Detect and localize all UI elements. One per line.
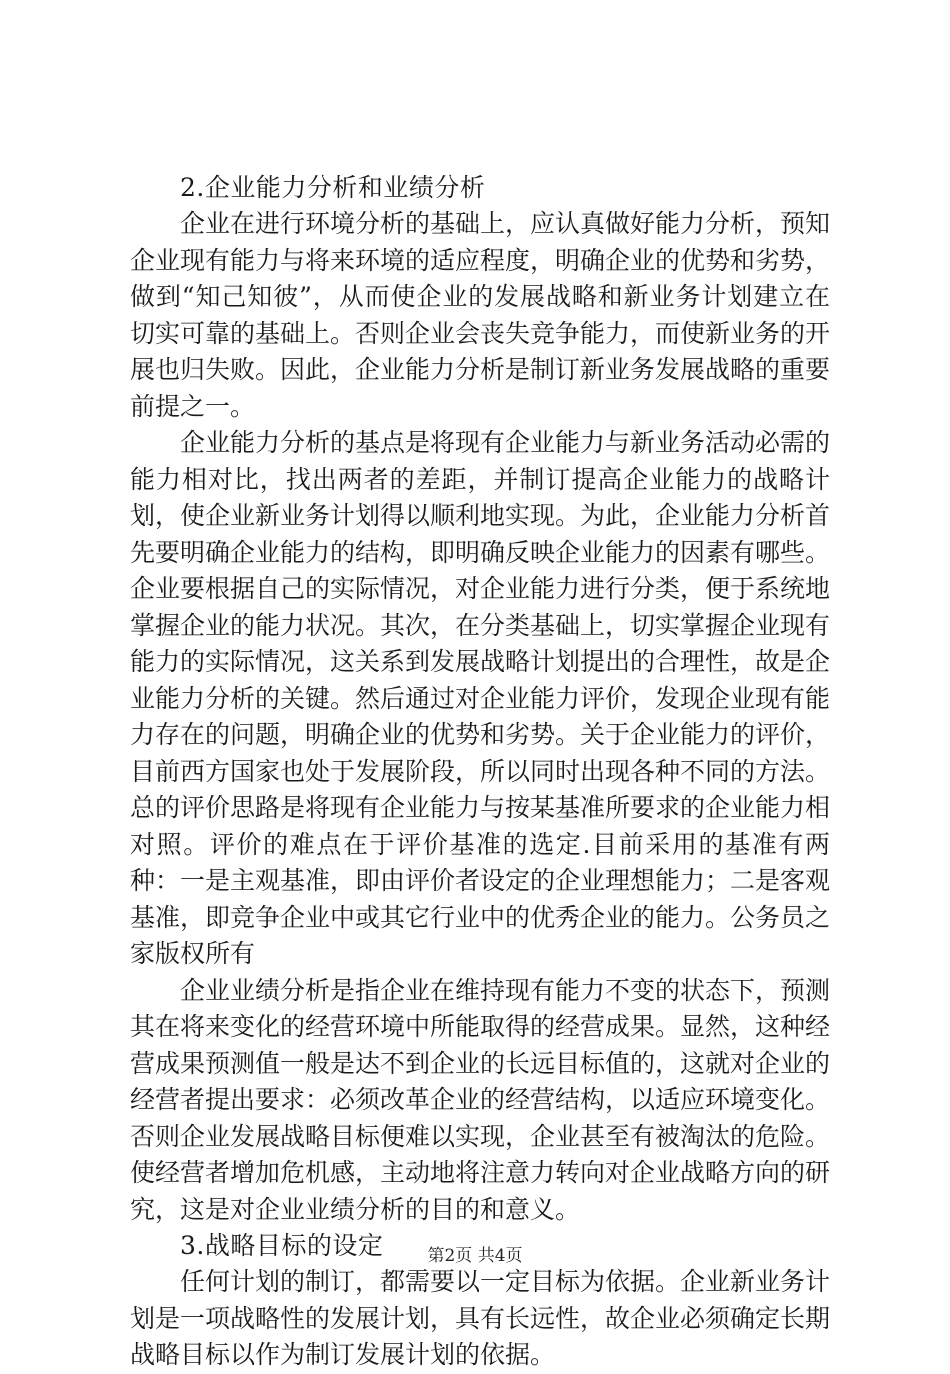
section-2-paragraph-3: 企业业绩分析是指企业在维持现有能力不变的状态下，预测其在将来变化的经营环境中所能取得的经营成果。显然，这种经营成果预测值一般是达不到企业的长远目标值的，这就对企业的经营者提出要求：必须改革企业的经营结构，以适应环境变化。否则企业发展战略目标便难以实现，企业甚至有被淘汰的危险。使经营者增加危机感，主动地将注意力转向对企业战略方向的研究，这是对企业业绩分析的目的和意义。 [130, 975, 831, 1224]
section-3-heading: 3.战略目标的设定 [180, 1231, 384, 1260]
document-body [130, 170, 830, 1374]
section-3-paragraph-1: 任何计划的制订，都需要以一定目标为依据。企业新业务计划是一项战略性的发展计划，具有长远性，故企业必须确定长期战略目标以作为制订发展计划的依据。 [130, 1267, 831, 1369]
section-2-paragraph-2: 企业能力分析的基点是将现有企业能力与新业务活动必需的能力相对比，找出两者的差距，并制订提高企业能力的战略计划，使企业新业务计划得以顺利地实现。为此，企业能力分析首先要明确企业能力的结构，即明确反映企业能力的因素有哪些。企业要根据自己的实际情况，对企业能力进行分类，便于系统地掌握企业的能力状况。其次，在分类基础上，切实掌握企业现有能力的实际情况，这关系到发展战略计划提出的合理性，故是企业能力分析的关键。然后通过对企业能力评价，发现企业现有能力存在的问题，明确企业的优势和劣势。关于企业能力的评价，目前西方国家也处于发展阶段，所以同时出现各种不同的方法。总的评价思路是将现有企业能力与按某基准所要求的企业能力相对照。评价的难点在于评价基准的选定.目前采用的基准有两种：一是主观基准，即由评价者设定的企业理想能力；二是客观基准，即竞争企业中或其它行业中的优秀企业的能力。公务员之家版权所有 [130, 428, 831, 968]
section-2-heading: 2.企业能力分析和业绩分析 [180, 173, 486, 202]
section-2-paragraph-1: 企业在进行环境分析的基础上，应认真做好能力分析，预知企业现有能力与将来环境的适应程度，明确企业的优势和劣势，做到“知己知彼”，从而使企业的发展战略和新业务计划建立在切实可靠的基础上。否则企业会丧失竞争能力，而使新业务的开展也归失败。因此，企业能力分析是制订新业务发展战略的重要前提之一。 [130, 209, 831, 421]
page-footer: 第2页 共4页 [427, 1246, 523, 1266]
